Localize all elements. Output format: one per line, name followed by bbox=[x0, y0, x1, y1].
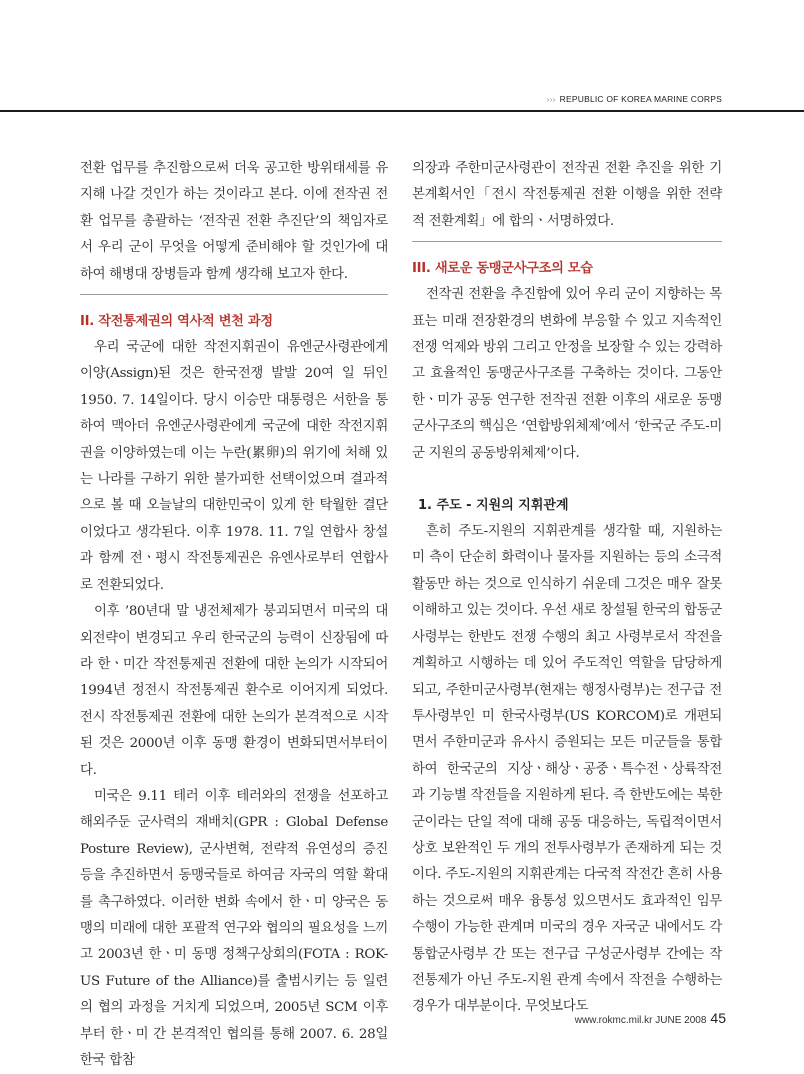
paragraph: 전작권 전환을 추진함에 있어 우리 군이 지향하는 목표는 미래 전장환경의 변화에 부응할 수 있고 지속적인 전쟁 억제와 방위 그리고 안정을 보장할 수 있는 강력하고 효율적인 동맹군사구조를 구축하는 것이다. 그동안 한ㆍ미가 공동 연구한 전작권 전환 이후의 새로운 동맹군사구조의 핵심은 ‘연합방위체제’에서 ‘한국군 주도-미군 지원의 공동방위체제’이다. bbox=[412, 287, 722, 461]
header-label: REPUBLIC OF KOREA MARINE CORPS bbox=[559, 94, 722, 104]
paragraph: 이후 ’80년대 말 냉전체제가 붕괴되면서 미국의 대외전략이 변경되고 우리 한국군의 능력이 신장됨에 따라 한ㆍ미간 작전통제권 전환에 대한 논의가 시작되어 1994년 정전시 작전통제권 환수로 이어지게 되었다. 전시 작전통제권 전환에 대한 논의가 본격적으로 시작된 것은 2000년 이후 동맹 환경이 변화되면서부터이다. bbox=[80, 604, 388, 778]
paragraph: 흔히 주도-지원의 지휘관계를 생각할 때, 지원하는 미 측이 단순히 화력이나 물자를 지원하는 등의 소극적 활동만 하는 것으로 인식하기 쉬운데 그것은 매우 잘못 이해하고 있는 것이다. 우선 새로 창설될 한국의 합동군사령부는 한반도 전쟁 수행의 최고 사령부로서 작전을 계획하고 시행하는 데 있어 주도적인 역할을 담당하게 되고, 주한미군사령부(현재는 행정사령부)는 전구급 전투사령부인 미 한국사령부(US KORCOM)로 개편되면서 주한미군과 유사시 증원되는 모든 미군들을 통합하여 한국군의 지상ㆍ해상ㆍ공중ㆍ특수전ㆍ상륙작전과 기능별 작전들을 지원하게 된다. 즉 한반도에는 북한군이라는 단일 적에 대해 공동 대응하는, 독립적이면서 상호 보완적인 두 개의 전투사령부가 존재하게 되는 것이다. 주도-지원의 지휘관계는 다국적 작전간 흔히 사용하는 것으로써 매우 융통성 있으면서도 효과적인 임무수행이 가능한 관계며 미국의 경우 자국군 내에서도 각 통합군사령부 간 또는 전구급 구성군사령부 간에는 작전통제가 아닌 주도-지원 관계 속에서 작전을 수행하는 경우가 대부분이다. 무엇보다도 bbox=[412, 524, 722, 1015]
chevron-icon: ››› bbox=[546, 94, 556, 104]
footer-text: www.rokmc.mil.kr JUNE 2008 bbox=[574, 1015, 707, 1026]
section-divider bbox=[412, 241, 722, 242]
paragraph: 의장과 주한미군사령관이 전작권 전환 추진을 위한 기본계획서인「전시 작전통제권 전환 이행을 위한 전략적 전환계획」에 합의ㆍ서명하였다. bbox=[412, 161, 722, 229]
spacer bbox=[412, 467, 722, 493]
paragraph: 우리 국군에 대한 작전지휘권이 유엔군사령관에게 이양(Assign)된 것은 한국전쟁 발발 20여 일 뒤인 1950. 7. 14일이다. 당시 이승만 대통령은 서한을 통하여 맥아더 유엔군사령관에게 국군에 대한 작전지휘권을 이양하였는데 이는 누란(累卵)의 위기에 처해 있는 나라를 구하기 위한 불가피한 선택이었으며 결과적으로 볼 때 오늘날의 대한민국이 있게 한 탁월한 결단이었다고 생각된다. 이후 1978. 11. 7일 연합사 창설과 함께 전ㆍ평시 작전통제권은 유엔사로부터 연합사로 전환되었다. bbox=[80, 340, 388, 593]
section-heading: III. 새로운 동맹군사구조의 모습 bbox=[412, 261, 593, 277]
header-rule bbox=[0, 110, 804, 112]
left-column bbox=[80, 156, 388, 1074]
page-footer bbox=[575, 1010, 726, 1026]
section-divider bbox=[80, 294, 388, 295]
page-number: 45 bbox=[710, 1010, 726, 1026]
right-column bbox=[412, 156, 722, 1021]
running-header bbox=[547, 94, 722, 104]
subsection-heading: 1. 주도 - 지원의 지휘관계 bbox=[418, 498, 569, 514]
paragraph: 미국은 9.11 테러 이후 테러와의 전쟁을 선포하고 해외주둔 군사력의 재배치(GPR : Global Defense Posture Review), 군사변혁, 전략적 유연성의 증진 등을 추진하면서 동맹국들로 하여금 자국의 역할 확대를 촉구하였다. 이러한 변화 속에서 한ㆍ미 양국은 동맹의 미래에 대한 포괄적 연구와 협의의 필요성을 느끼고 2003년 한ㆍ미 동맹 정책구상회의(FOTA : ROK-US Future of the Alliance)를 출범시키는 등 일련의 협의 과정을 거치게 되었으며, 2005년 SCM 이후부터 한ㆍ미 간 본격적인 협의를 통해 2007. 6. 28일 한국 합참 bbox=[80, 788, 388, 1068]
section-heading: II. 작전통제권의 역사적 변천 과정 bbox=[80, 314, 273, 330]
paragraph: 전환 업무를 추진함으로써 더욱 공고한 방위태세를 유지해 나갈 것인가 하는 것이라고 본다. 이에 전작권 전환 업무를 총괄하는 ‘전작권 전환 추진단’의 책임자로서 우리 군이 무엇을 어떻게 준비해야 할 것인가에 대하여 해병대 장병들과 함께 생각해 보고자 한다. bbox=[80, 161, 388, 282]
